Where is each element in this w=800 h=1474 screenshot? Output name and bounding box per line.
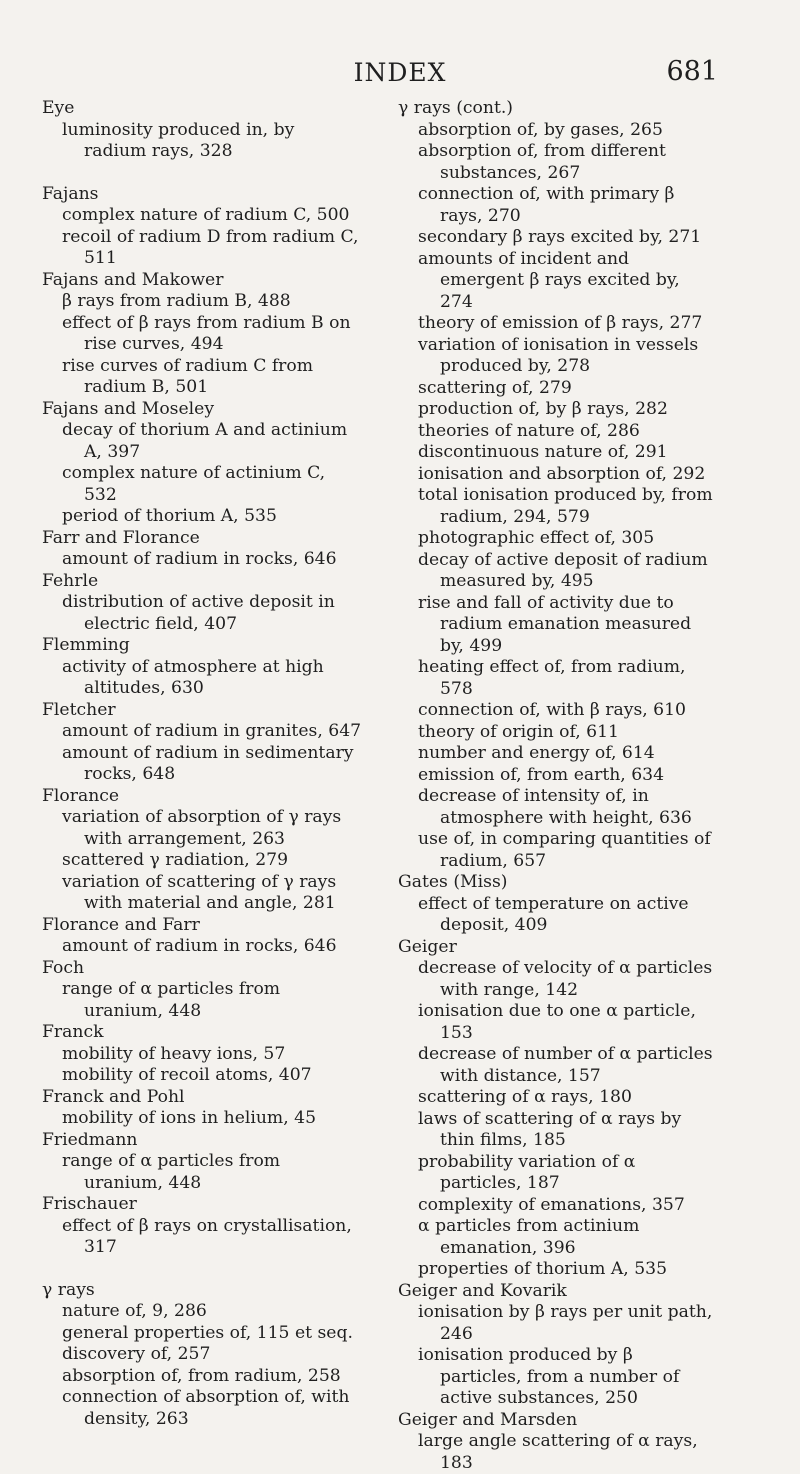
- index-subentry: complex nature of actinium C, 532: [62, 463, 326, 505]
- index-subentry: effect of temperature on active deposit, 409: [418, 893, 689, 935]
- index-subentry: production of, by β rays, 282: [418, 399, 668, 419]
- index-heading: Frischauer: [42, 1194, 137, 1214]
- index-heading: Geiger: [398, 936, 457, 957]
- index-subentry: emission of, from earth, 634: [418, 764, 665, 785]
- index-heading: Flemming: [42, 635, 130, 655]
- index-column-left: [42, 98, 362, 1430]
- index-heading: Geiger and Kovarik: [398, 1280, 567, 1301]
- index-subentry: ionisation and absorption of, 292: [418, 463, 706, 484]
- index-heading: Florance and Farr: [42, 914, 200, 935]
- index-subentry: variation of scattering of γ rays with material and angle, 281: [62, 871, 337, 913]
- index-subentry: activity of atmosphere at high altitudes, 630: [62, 656, 324, 698]
- index-subentry: decrease of intensity of, in atmosphere with height, 636: [418, 786, 692, 828]
- index-subentry: variation of absorption of γ rays with arrangement, 263: [62, 807, 342, 849]
- index-subentry: number and energy of, 614: [418, 743, 655, 763]
- index-subentry: theories of nature of, 286: [418, 420, 640, 441]
- index-heading: Geiger and Marsden: [398, 1409, 578, 1430]
- index-subentry: distribution of active deposit in electric field, 407: [62, 592, 335, 634]
- index-subentry: secondary β rays excited by, 271: [418, 227, 702, 247]
- index-subentry: absorption of, from different substances, 267: [418, 141, 666, 183]
- index-subentry: connection of, with β rays, 610: [418, 700, 686, 720]
- index-subentry: decrease of number of α particles with distance, 157: [418, 1044, 713, 1086]
- index-subentry: heating effect of, from radium, 578: [418, 657, 686, 699]
- index-subentry: recoil of radium D from radium C, 511: [62, 226, 359, 268]
- index-subentry: absorption of, by gases, 265: [418, 119, 663, 140]
- index-subentry: range of α particles from uranium, 448: [62, 979, 281, 1021]
- index-subentry: mobility of heavy ions, 57: [62, 1043, 286, 1064]
- index-heading: Fletcher: [42, 699, 116, 720]
- index-subentry: complexity of emanations, 357: [418, 1194, 685, 1215]
- index-subentry: discontinuous nature of, 291: [418, 442, 668, 462]
- index-subentry: scattering of α rays, 180: [418, 1087, 632, 1107]
- index-subentry: decay of thorium A and actinium A, 397: [62, 420, 348, 462]
- index-heading: Franck: [42, 1022, 104, 1042]
- index-subentry: ionisation by β rays per unit path, 246: [418, 1302, 713, 1344]
- page-title: INDEX: [353, 58, 447, 87]
- index-heading: Fehrle: [42, 570, 99, 591]
- index-subentry: connection of absorption of, with density, 263: [62, 1387, 350, 1429]
- index-subentry: luminosity produced in, by radium rays, 328: [62, 119, 295, 161]
- index-heading: Franck and Pohl: [42, 1086, 185, 1107]
- index-subentry: photographic effect of, 305: [418, 528, 655, 548]
- index-subentry: discovery of, 257: [62, 1344, 211, 1364]
- index-subentry: theory of emission of β rays, 277: [418, 313, 703, 333]
- index-subentry: amount of radium in rocks, 646: [62, 549, 337, 569]
- index-column-right: [398, 98, 718, 1474]
- index-heading: Friedmann: [42, 1129, 138, 1150]
- index-subentry: absorption of, from radium, 258: [62, 1365, 341, 1386]
- index-subentry: amount of radium in rocks, 646: [62, 936, 337, 956]
- index-heading: Florance: [42, 785, 120, 806]
- index-subentry: scattered γ radiation, 279: [62, 850, 289, 870]
- index-subentry: period of thorium A, 535: [62, 506, 277, 526]
- index-subentry: rise and fall of activity due to radium emanation measured by, 499: [418, 592, 692, 656]
- index-subentry: decrease of velocity of α particles with range, 142: [418, 958, 713, 1000]
- index-subentry: amount of radium in sedimentary rocks, 648: [62, 742, 354, 784]
- index-subentry: scattering of, 279: [418, 377, 572, 398]
- index-subentry: theory of origin of, 611: [418, 721, 619, 742]
- index-subentry: amounts of incident and emergent β rays excited by, 274: [418, 248, 680, 312]
- index-subentry: rise curves of radium C from radium B, 501: [62, 355, 314, 397]
- index-subentry: laws of scattering of α rays by thin films, 185: [418, 1108, 682, 1150]
- index-subentry: amount of radium in granites, 647: [62, 721, 362, 741]
- index-subentry: total ionisation produced by, from radium, 294, 579: [418, 485, 713, 527]
- index-subentry: decay of active deposit of radium measured by, 495: [418, 549, 708, 591]
- index-subentry: general properties of, 115 et seq.: [62, 1322, 353, 1343]
- page-header: [0, 48, 800, 88]
- index-subentry: β rays from radium B, 488: [62, 291, 291, 311]
- index-heading: Fajans and Moseley: [42, 398, 215, 419]
- index-subentry: ionisation due to one α particle, 153: [418, 1001, 696, 1043]
- index-subentry: nature of, 9, 286: [62, 1301, 207, 1321]
- index-heading: Fajans and Makower: [42, 269, 224, 290]
- index-heading: Foch: [42, 957, 85, 978]
- index-heading: Gates (Miss): [398, 872, 508, 892]
- index-subentry: mobility of recoil atoms, 407: [62, 1065, 312, 1085]
- index-heading: γ rays: [42, 1279, 95, 1300]
- index-subentry: mobility of ions in helium, 45: [62, 1108, 317, 1128]
- index-subentry: variation of ionisation in vessels produced by, 278: [418, 334, 699, 376]
- index-subentry: large angle scattering of α rays, 183: [418, 1431, 698, 1473]
- index-subentry: range of α particles from uranium, 448: [62, 1151, 281, 1193]
- index-subentry: effect of β rays from radium B on rise curves, 494: [62, 312, 351, 354]
- index-subentry: use of, in comparing quantities of radium, 657: [418, 829, 711, 871]
- index-subentry: ionisation produced by β particles, from a number of active substances, 250: [418, 1345, 680, 1408]
- index-heading: Farr and Florance: [42, 527, 200, 548]
- index-subentry: probability variation of α particles, 187: [418, 1151, 636, 1193]
- index-subentry: connection of, with primary β rays, 270: [418, 184, 675, 226]
- index-heading: Fajans: [42, 183, 99, 204]
- index-subentry: complex nature of radium C, 500: [62, 205, 350, 225]
- page-number: 681: [666, 56, 718, 87]
- index-heading: γ rays (cont.): [398, 98, 514, 118]
- index-subentry: properties of thorium A, 535: [418, 1259, 668, 1279]
- index-subentry: effect of β rays on crystallisation, 317: [62, 1215, 352, 1257]
- index-heading: Eye: [42, 98, 75, 118]
- index-subentry: α particles from actinium emanation, 396: [418, 1216, 640, 1258]
